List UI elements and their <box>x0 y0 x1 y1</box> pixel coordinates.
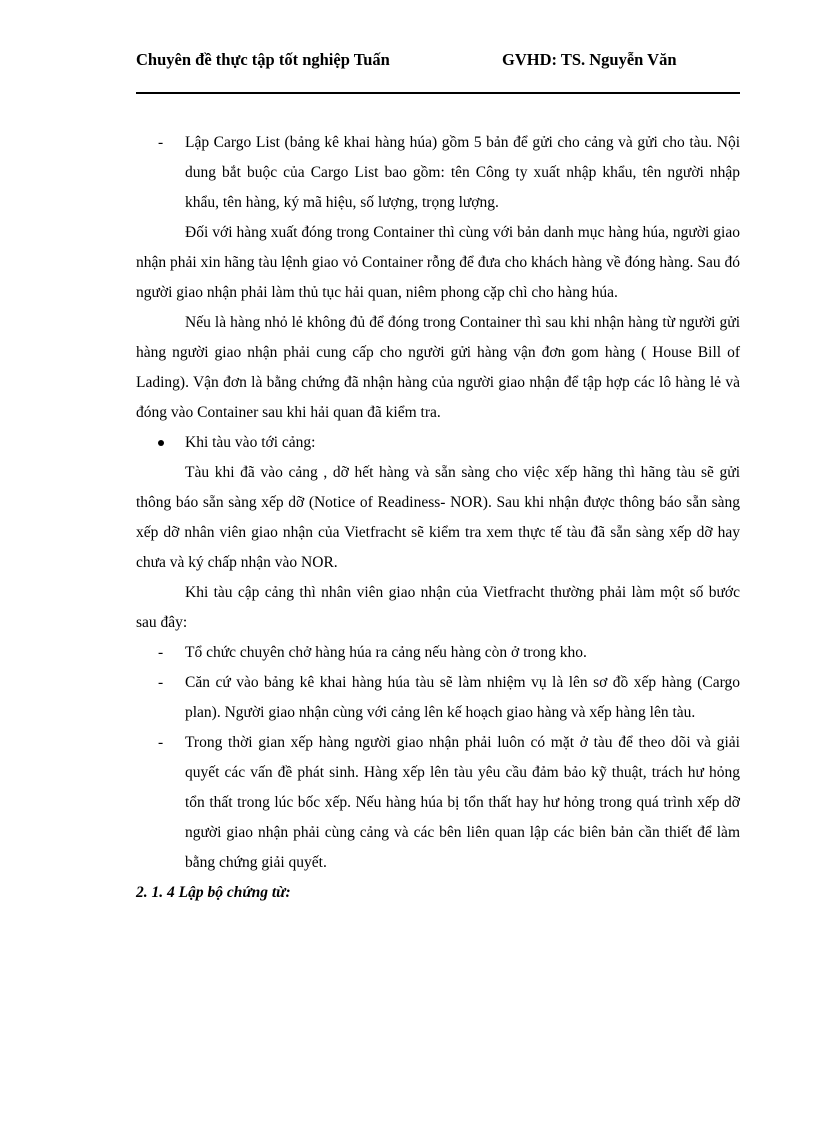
list-item-text: Khi tàu vào tới cảng: <box>185 434 316 451</box>
list-item-text: Trong thời gian xếp hàng người giao nhận phải luôn có mặt ở tàu để theo dõi và giải quyết các vấn đề phát sinh. Hàng xếp lên tàu yêu cầu đảm bảo kỹ thuật, trách hư hỏng tổn thất trong lúc bốc xếp. Nếu hàng húa bị tổn thất hay hư hỏng trong quá trình xếp dỡ người giao nhận phải cùng cảng và các bên liên quan lập các biên bản cần thiết để làm bằng chứng giải quyết. <box>185 734 740 871</box>
dash-list-item <box>136 128 740 218</box>
paragraph: Nếu là hàng nhỏ lẻ không đủ để đóng trong Container thì sau khi nhận hàng từ người gửi hàng người giao nhận phải cung cấp cho người gửi hàng vận đơn gom hàng ( House Bill of Lading). Vận đơn là bằng chứng đã nhận hàng của người giao nhận để tập hợp các lô hàng lẻ và đóng vào Container sau khi hải quan đã kiểm tra. <box>136 314 740 421</box>
document-body <box>136 128 740 908</box>
list-item-text: Căn cứ vào bảng kê khai hàng húa tàu sẽ làm nhiệm vụ là lên sơ đồ xếp hàng (Cargo plan). Người giao nhận cùng với cảng lên kế hoạch giao hàng và xếp hàng lên tàu. <box>185 674 740 721</box>
list-item-text: Tổ chức chuyên chở hàng húa ra cảng nếu hàng còn ở trong kho. <box>185 644 587 661</box>
dash-marker: - <box>158 134 164 151</box>
dash-list-item <box>136 668 740 728</box>
paragraph: Khi tàu cập cảng thì nhân viên giao nhận của Vietfracht thường phải làm một số bước sau đây: <box>136 584 740 631</box>
bullet-list-item <box>136 428 740 458</box>
header-supervisor: GVHD: TS. Nguyễn Văn <box>502 50 677 69</box>
header-document-title: Chuyên đề thực tập tốt nghiệp Tuấn <box>136 50 390 69</box>
dash-marker: - <box>158 734 164 751</box>
dash-marker: - <box>158 674 164 691</box>
bullet-dot-icon <box>158 440 164 446</box>
paragraph: Tàu khi đã vào cảng , dỡ hết hàng và sẵn sàng cho việc xếp hãng thì hãng tàu sẽ gửi thông báo sẵn sàng xếp dỡ (Notice of Readiness- NOR). Sau khi nhận được thông báo sẵn sàng xếp dỡ nhân viên giao nhận của Vietfracht sẽ kiểm tra xem thực tế tàu đã sẵn sàng xếp dỡ hay chưa và ký chấp nhận vào NOR. <box>136 464 740 571</box>
dash-list-item <box>136 728 740 878</box>
dash-marker: - <box>158 644 164 661</box>
paragraph: Đối với hàng xuất đóng trong Container thì cùng với bản danh mục hàng húa, người giao nhận phải xin hãng tàu lệnh giao vỏ Container rỗng để đưa cho khách hàng về đóng hàng. Sau đó người giao nhận phải làm thủ tục hải quan, niêm phong cặp chì cho hàng húa. <box>136 224 740 301</box>
section-heading: 2. 1. 4 Lập bộ chứng từ: <box>136 884 291 901</box>
dash-list-item <box>136 638 740 668</box>
header-divider <box>136 92 740 94</box>
list-item-text: Lập Cargo List (bảng kê khai hàng húa) gồm 5 bản để gửi cho cảng và gửi cho tàu. Nội dung bắt buộc của Cargo List bao gồm: tên Công ty xuất nhập khẩu, tên người nhập khẩu, tên hàng, ký mã hiệu, số lượng, trọng lượng. <box>185 134 740 211</box>
